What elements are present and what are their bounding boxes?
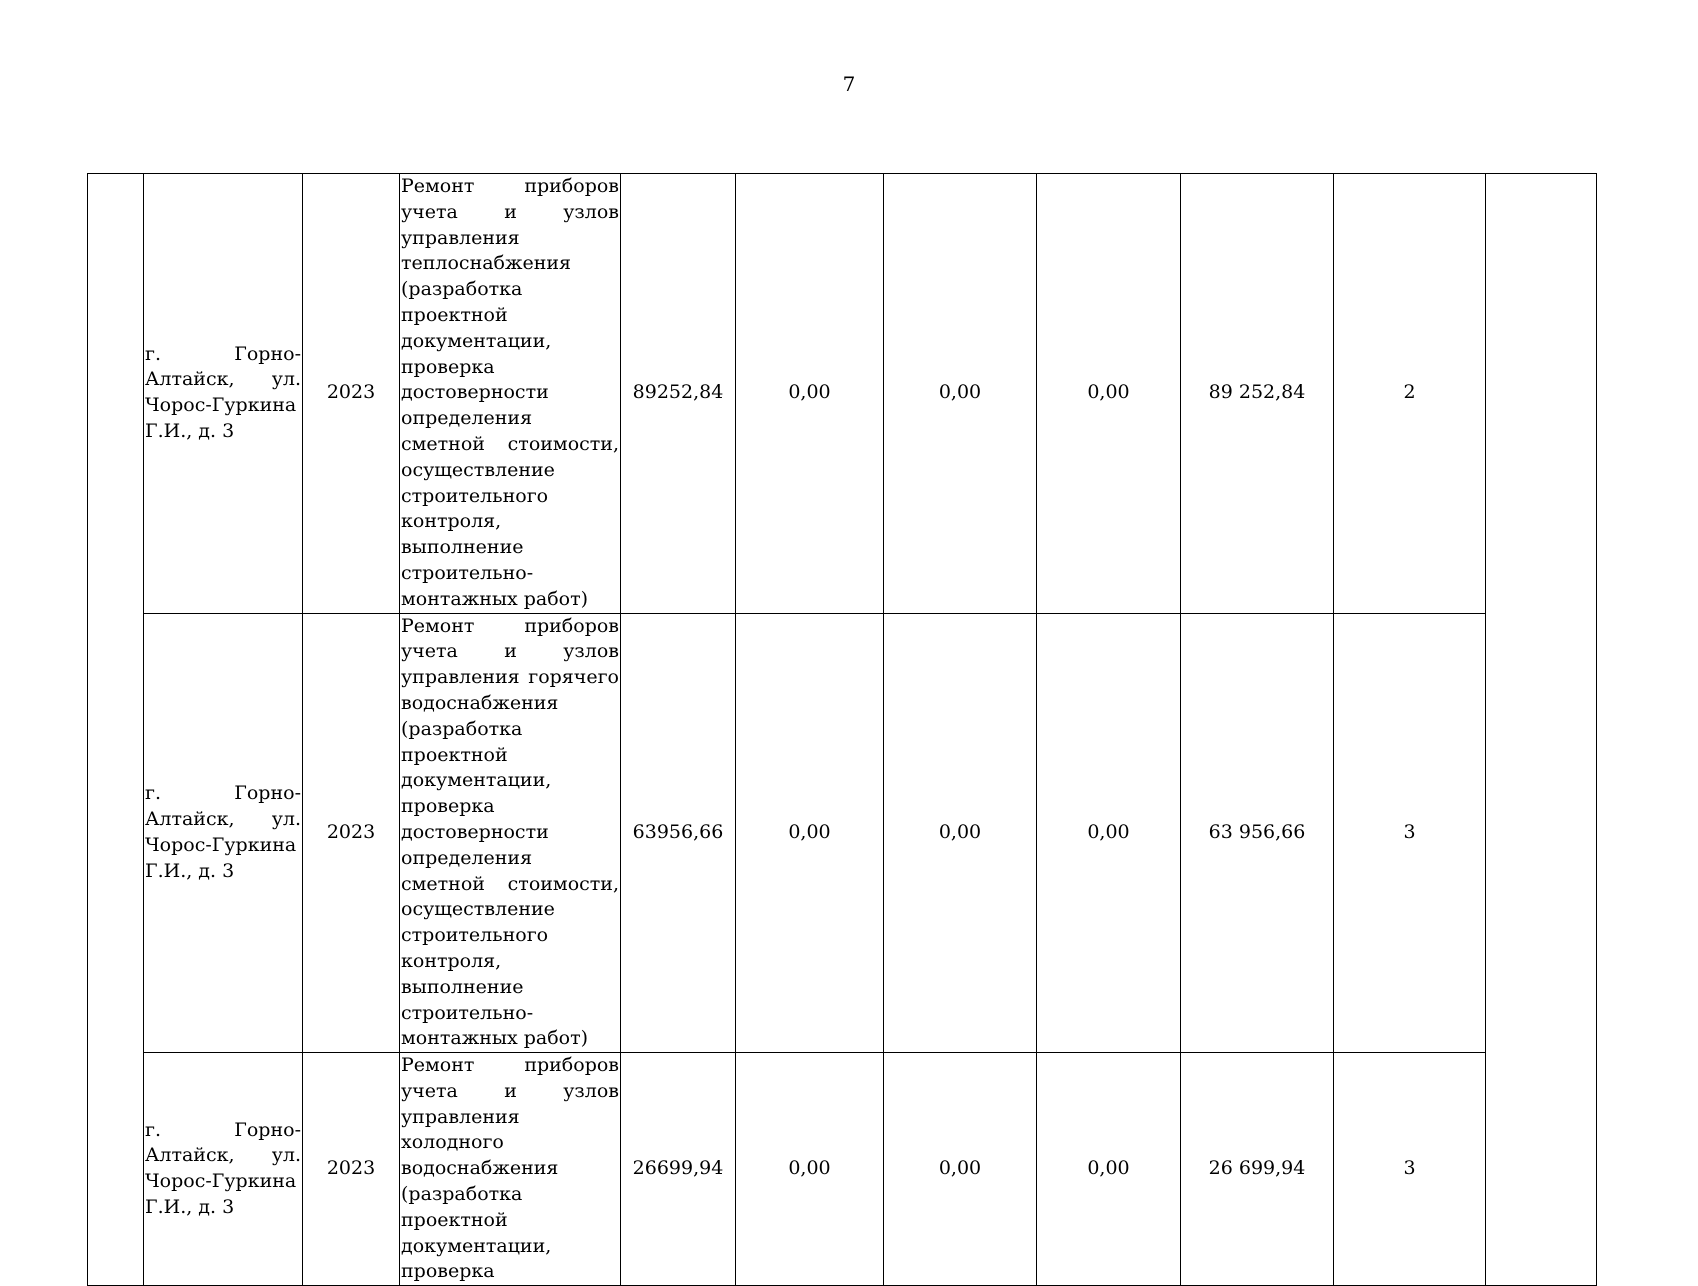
table-row	[88, 613, 1597, 1053]
address-cell: г. Горно-Алтайск, ул. Чорос-Гуркина Г.И., д. 3	[144, 174, 303, 614]
total-cell: 63 956,66	[1181, 613, 1334, 1053]
table-row	[88, 174, 1597, 614]
priority-cell: 3	[1334, 613, 1486, 1053]
notes-cell	[1486, 174, 1597, 1286]
repair-works-table	[87, 173, 1597, 1286]
fund-a-cell: 0,00	[736, 1053, 884, 1286]
total-cell: 26 699,94	[1181, 1053, 1334, 1286]
page-number: 7	[842, 72, 856, 96]
fund-a-cell: 0,00	[736, 174, 884, 614]
address-cell: г. Горно-Алтайск, ул. Чорос-Гуркина Г.И., д. 3	[144, 613, 303, 1053]
fund-c-cell: 0,00	[1037, 613, 1181, 1053]
fund-c-cell: 0,00	[1037, 174, 1181, 614]
work-description-cell: Ремонт приборов учета и узлов управления теплоснабжения (разработка проектной документации, проверка достоверности определения сметной стоимости, осуществление строительного контроля, выполнение строительно-монтажных работ)	[400, 174, 621, 614]
cost-cell: 89252,84	[621, 174, 736, 614]
work-description-cell: Ремонт приборов учета и узлов управления горячего водоснабжения (разработка проектной документации, проверка достоверности определения сметной стоимости, осуществление строительного контроля, выполнение строительно-монтажных работ)	[400, 613, 621, 1053]
address-cell: г. Горно-Алтайск, ул. Чорос-Гуркина Г.И., д. 3	[144, 1053, 303, 1286]
fund-b-cell: 0,00	[884, 174, 1037, 614]
year-cell: 2023	[303, 613, 400, 1053]
fund-a-cell: 0,00	[736, 613, 884, 1053]
cost-cell: 63956,66	[621, 613, 736, 1053]
priority-cell: 2	[1334, 174, 1486, 614]
year-cell: 2023	[303, 174, 400, 614]
work-description-cell: Ремонт приборов учета и узлов управления холодного водоснабжения (разработка проектной документации, проверка	[400, 1053, 621, 1286]
cost-cell: 26699,94	[621, 1053, 736, 1286]
row-number-cell	[88, 174, 144, 1286]
fund-c-cell: 0,00	[1037, 1053, 1181, 1286]
fund-b-cell: 0,00	[884, 1053, 1037, 1286]
table-row	[88, 1053, 1597, 1286]
total-cell: 89 252,84	[1181, 174, 1334, 614]
fund-b-cell: 0,00	[884, 613, 1037, 1053]
priority-cell: 3	[1334, 1053, 1486, 1286]
year-cell: 2023	[303, 1053, 400, 1286]
